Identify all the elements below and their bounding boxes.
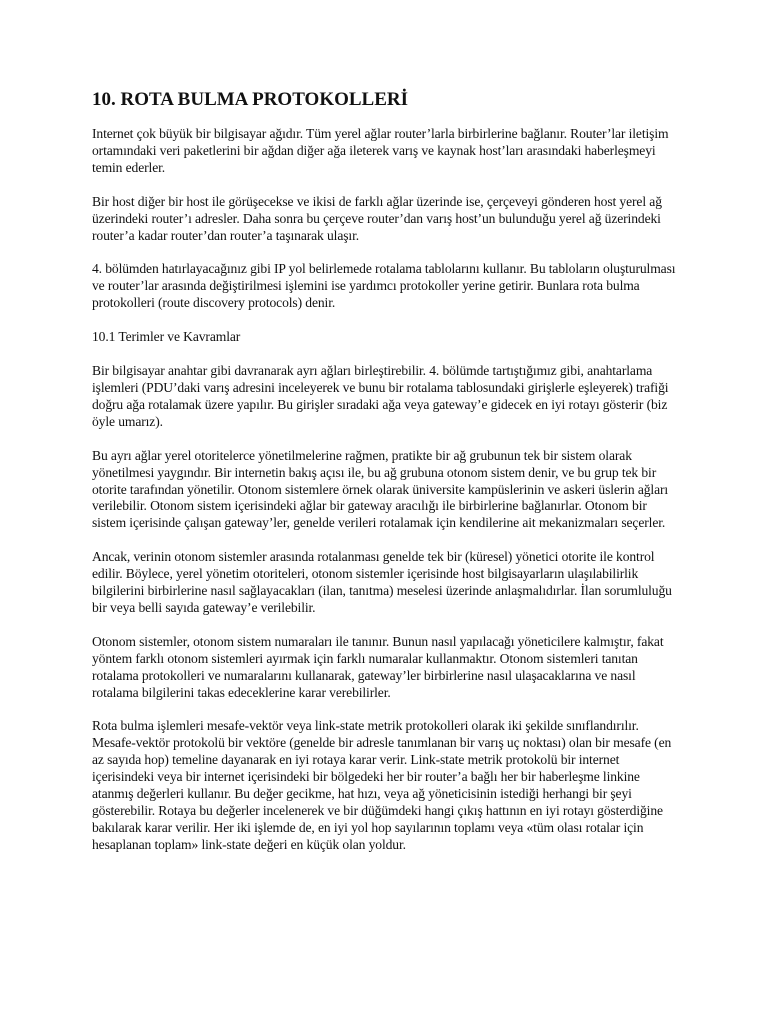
section-paragraph-1: Bir bilgisayar anahtar gibi davranarak ayrı ağları birleştirebilir. 4. bölümde tartıştığımız gibi, anahtarlama işlemleri (PDU’daki varış adresini inceleyerek ve bunu bir rotalama tablosundaki girişlerle eşleyerek) trafiği doğru ağa rotalamak üzere yapılır. Bu girişler sıradaki ağa veya gateway’e gidecek en iyi rotayı gösterir (biz öyle umarız). [92, 363, 669, 429]
intro-paragraph-3: 4. bölümden hatırlayacağınız gibi IP yol belirlemede rotalama tablolarını kullanır. Bu tabloların oluşturulması ve router’lar arasında değiştirilmesi işlemini ise yardımcı protokoller yerine getirir. Bunlara rota bulma protokolleri (route discovery protocols) denir. [92, 261, 676, 311]
intro-paragraph-1: Internet çok büyük bir bilgisayar ağıdır. Tüm yerel ağlar router’larla birbirlerine bağlanır. Router’lar iletişim ortamındaki veri paketlerini bir ağdan diğer ağa ileterek varış ve kaynak host’ları arasındaki haberleşmeyi temin ederler. [92, 126, 669, 175]
section-paragraph-4: Otonom sistemler, otonom sistem numaraları ile tanınır. Bunun nasıl yapılacağı yöneticilere kalmıştır, fakat yöntem farklı otonom sistemleri ayırmak için farklı numaralar kullanmaktır. Otonom sistemleri tanıtan rotalama protokolleri ve numaralarını kullanarak, gateway’ler birbirlerine nasıl ulaşacaklarına ve nasıl rotalama bilgilerini takas edeceklerine karar verebilirler. [92, 633, 664, 700]
chapter-title: 10. ROTA BULMA PROTOKOLLERİ [92, 89, 409, 110]
section-heading: 10.1 Terimler ve Kavramlar [92, 329, 241, 345]
section-paragraph-3: Ancak, verinin otonom sistemler arasında rotalanması genelde tek bir (küresel) yönetici otorite ile kontrol edilir. Böylece, yerel yönetim otoriteleri, otonom sistemler içerisinde host bilgisayarların ulaşılabilirlik bilgilerini birbirlerine nasıl sağlayacakları (ilan, tanıtma) meselesi üzerinde anlaşmalıdırlar. İlan sorumluluğu bir veya belli sayıda gateway’e verilebilir. [92, 549, 672, 615]
intro-paragraph-2: Bir host diğer bir host ile görüşecekse ve ikisi de farklı ağlar üzerinde ise, çerçeveyi gönderen host yerel ağ üzerindeki router’ı adresler. Daha sonra bu çerçeve router’dan varış host’un bulunduğu yerel ağ üzerindeki router’a kadar router’dan router’a taşınarak ulaşır. [92, 193, 662, 243]
document-page [92, 88, 680, 871]
section-paragraph-5: Rota bulma işlemleri mesafe-vektör veya link-state metrik protokolleri olarak iki şekilde sınıflandırılır. Mesafe-vektör protokolü bir vektöre (genelde bir adresle tanımlanan bir varış uç noktası) olan bir mesafe (en az sayıda hop) temeline dayanarak en iyi rotaya karar verir. Link-state metrik protokolü bir internet içerisindeki veya bir internet içerisindeki bir bölgedeki her bir router’a bağlı her bir haberleşme linkine atanmış değerleri kullanır. Bu değer gecikme, hat hızı, veya ağ yöneticisinin istediği herhangi bir şeyi gösterebilir. Rotaya bu değerler incelenerek ve bir düğümdeki hangi çıkış hattının en iyi rotayı gösterdiğine bakılarak karar verilir. Her iki işlemde de, en iyi yol hop sayılarının toplamı veya «tüm olası rotalar için hesaplanan toplam» link-state değeri en küçük olan yoldur. [92, 718, 672, 852]
section-paragraph-2: Bu ayrı ağlar yerel otoritelerce yönetilmelerine rağmen, pratikte bir ağ grubunun tek bir sistem olarak yönetilmesi yaygındır. Bir internetin bakış açısı ile, bu ağ grubuna otonom sistem denir, ve bu grup tek bir otorite tarafından yönetilir. Otonom sistemlere örnek olarak üniversite kampüslerinin ve askeri üslerin ağları verilebilir. Otonom sistem içerisindeki ağlar bir gateway aracılığı ile birbirlerine bağlanırlar. Otonom bir sistem içerisinde çalışan gateway’ler, genelde verileri rotalamak için kendilerine ait mekanizmaları seçerler. [92, 447, 669, 531]
